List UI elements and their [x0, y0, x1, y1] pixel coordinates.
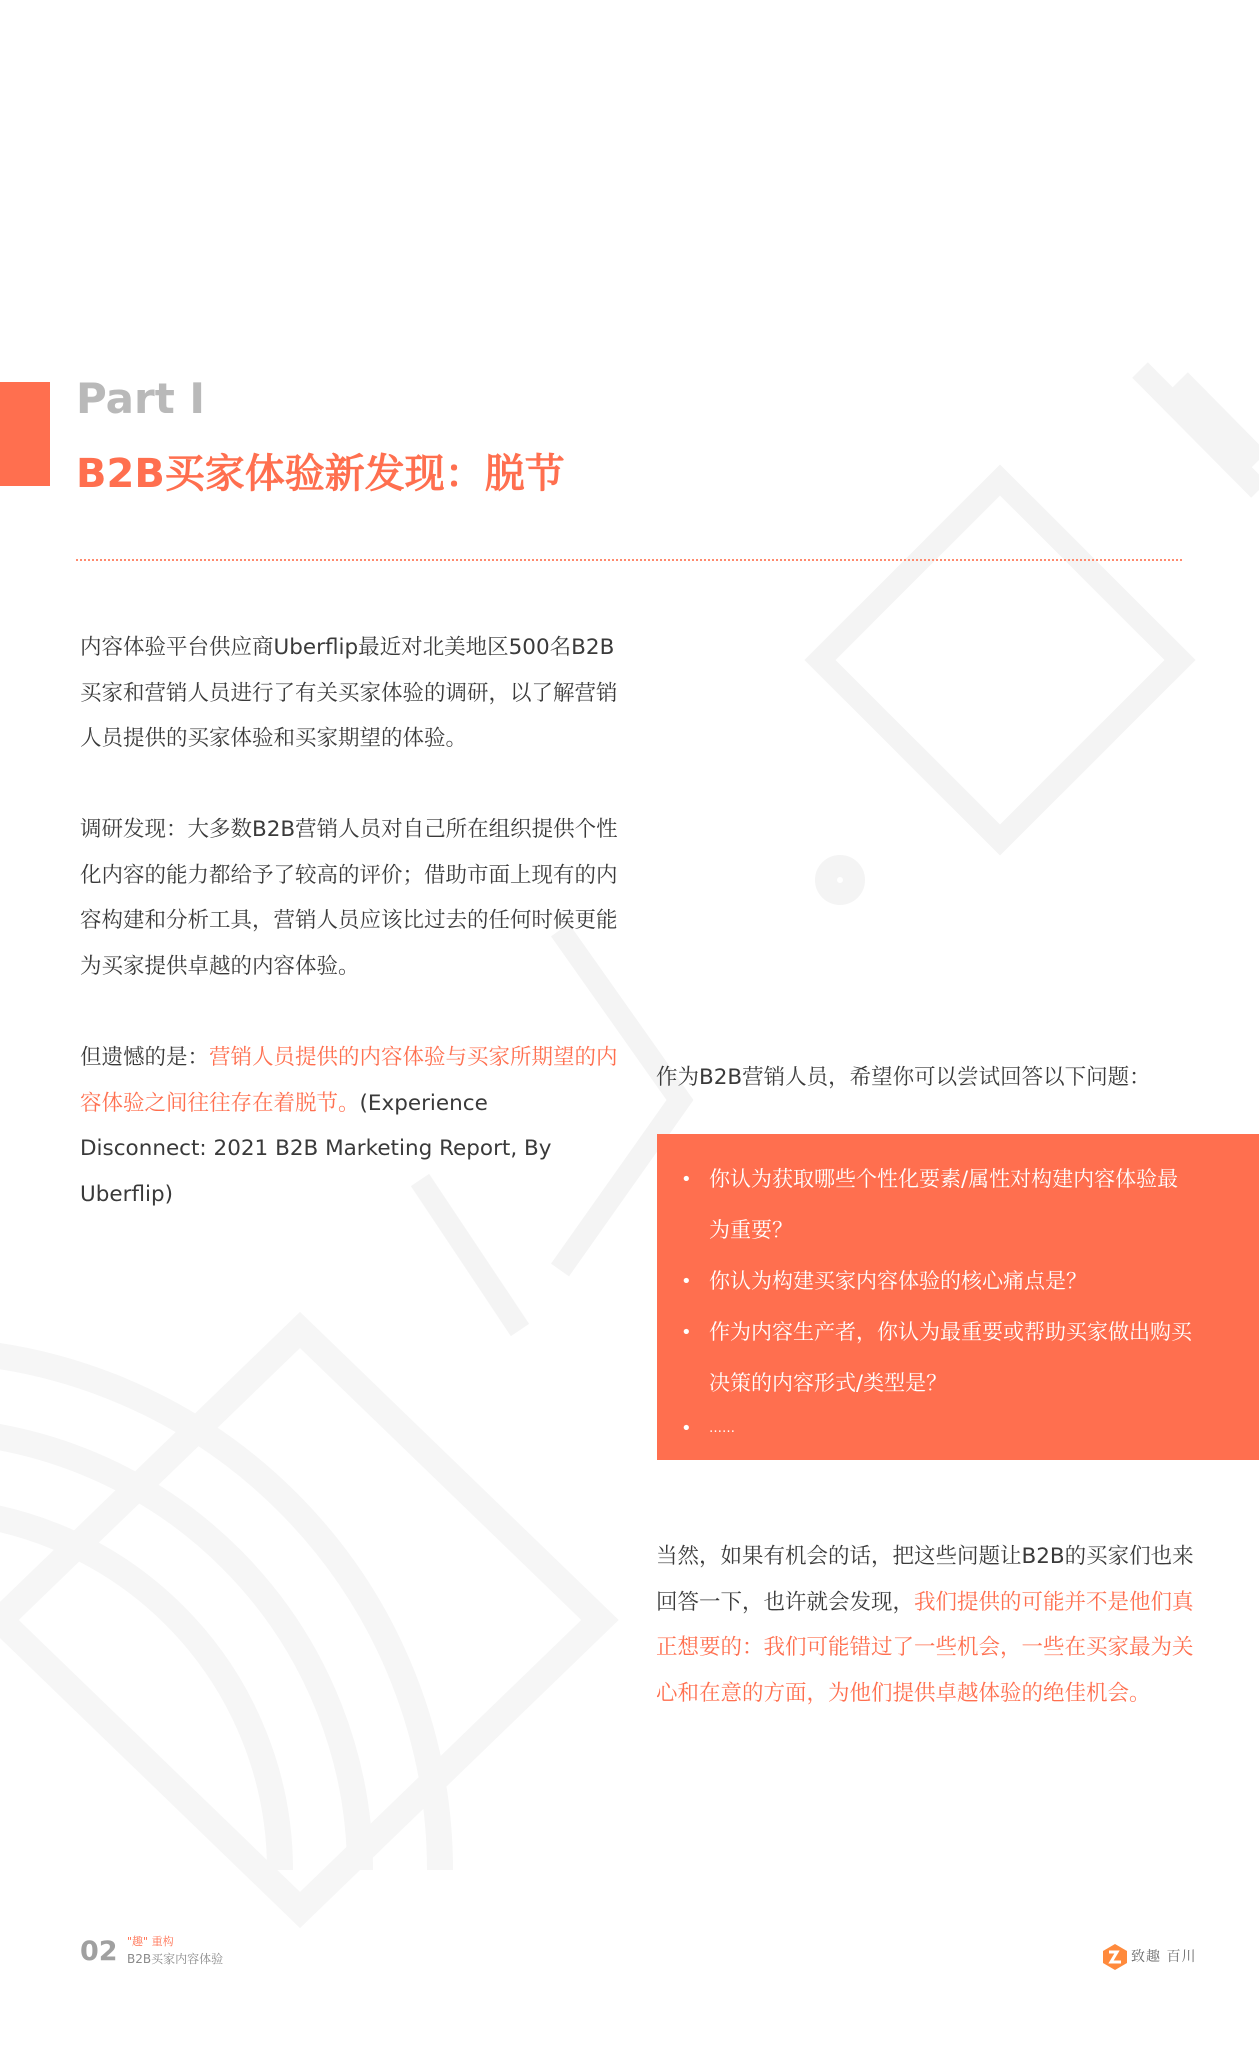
- page-number: 02: [80, 1936, 118, 1967]
- question-text: 作为内容生产者，你认为最重要或帮助买家做出购买决策的内容形式/类型是？: [709, 1320, 1192, 1395]
- question-text: 你认为构建买家内容体验的核心痛点是？: [709, 1269, 1087, 1293]
- question-item: [681, 1154, 1199, 1256]
- bullet-dot-icon: •: [681, 1418, 692, 1439]
- closing-highlight: 我们提供的可能并不是他们真正想要的：我们可能错过了一些机会，一些在买家最为关心和在意的方面，为他们提供卓越体验的绝佳机会。: [656, 1589, 1194, 1706]
- section-accent-bar: [0, 382, 50, 486]
- title-divider: [76, 559, 1182, 561]
- bullet-dot-icon: •: [681, 1271, 692, 1292]
- closing-lead: 当然，如果有机会的话，把这些问题让B2B的买家们也来回答一下，也许就会发现，: [656, 1544, 1194, 1615]
- question-text: 你认为获取哪些个性化要素/属性对构建内容体验最为重要？: [709, 1167, 1179, 1242]
- question-intro: 作为B2B营销人员，希望你可以尝试回答以下问题：: [656, 1065, 1151, 1090]
- closing-paragraph: [656, 1534, 1196, 1716]
- questions-box: [657, 1134, 1259, 1460]
- disconnect-lead: 但遗憾的是：: [80, 1045, 210, 1070]
- part-label: Part I: [76, 374, 206, 423]
- disconnect-source: (Experience Disconnect: 2021 B2B Marketing Report, By Uberflip): [80, 1090, 552, 1207]
- footer-tagline: "趣" 重构: [127, 1935, 174, 1948]
- section-title: B2B买家体验新发现：脱节: [76, 451, 565, 497]
- question-text: ……: [709, 1421, 735, 1436]
- footer-subtitle: B2B买家内容体验: [127, 1952, 224, 1966]
- disconnect-paragraph: [80, 1035, 620, 1217]
- brand-logo: [1102, 1943, 1202, 1973]
- findings-paragraph: 调研发现：大多数B2B营销人员对自己所在组织提供个性化内容的能力都给予了较高的评价；借助市面上现有的内容构建和分析工具，营销人员应该比过去的任何时候更能为买家提供卓越的内容体验。: [80, 817, 618, 979]
- question-list: [681, 1154, 1199, 1449]
- disconnect-highlight: 营销人员提供的内容体验与买家所期望的内容体验之间往往存在着脱节。: [80, 1045, 618, 1116]
- intro-paragraph: 内容体验平台供应商Uberflip最近对北美地区500名B2B买家和营销人员进行了有关买家体验的调研，以了解营销人员提供的买家体验和买家期望的体验。: [80, 635, 618, 751]
- brand-logo-text: 致趣 百川: [1131, 1949, 1197, 1965]
- bullet-dot-icon: •: [681, 1169, 692, 1190]
- brand-logo-icon: [1102, 1943, 1128, 1971]
- question-item: [681, 1409, 1199, 1449]
- bullet-dot-icon: •: [681, 1322, 692, 1343]
- question-item: [681, 1256, 1199, 1307]
- question-item: [681, 1307, 1199, 1409]
